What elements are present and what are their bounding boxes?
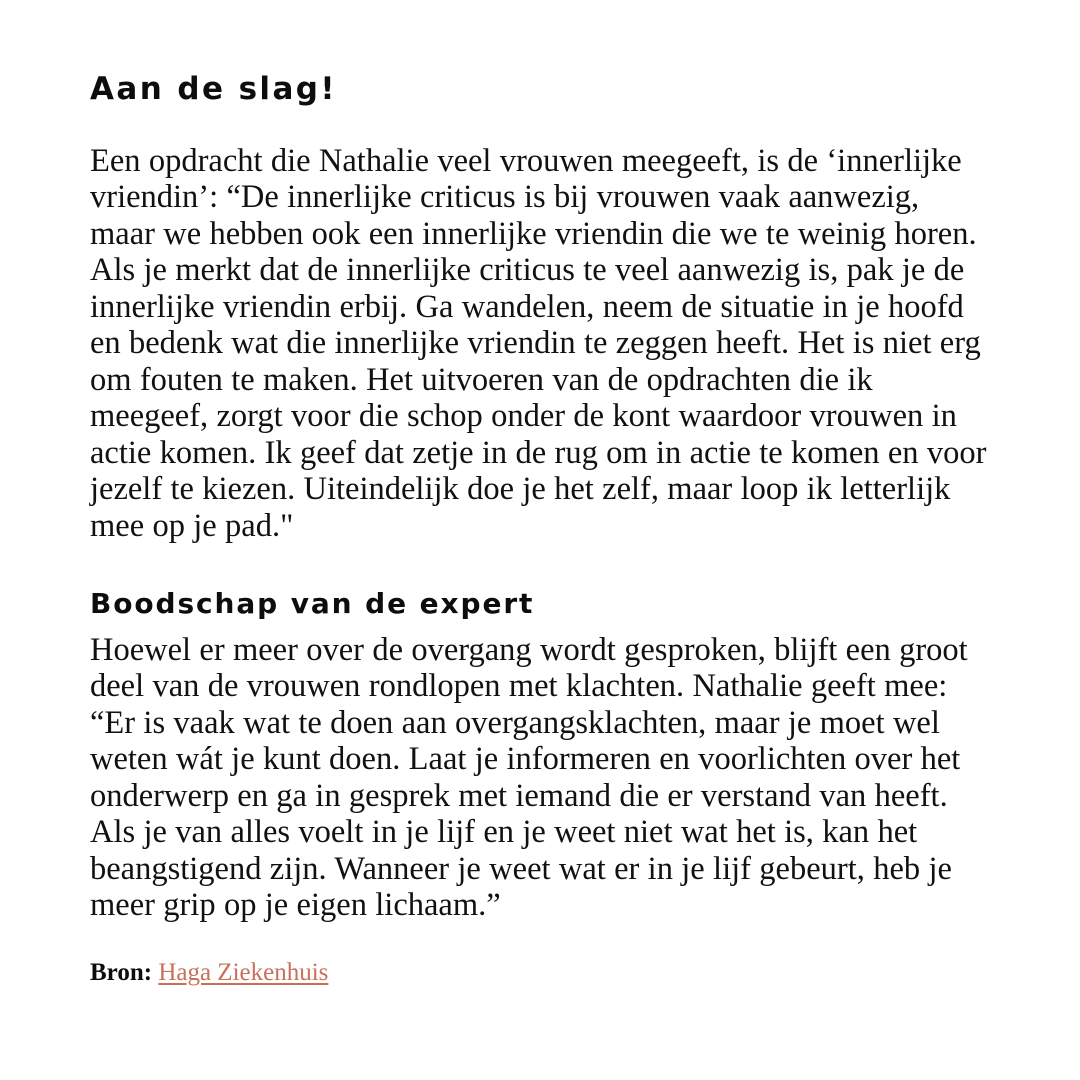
source-link-haga-ziekenhuis[interactable]: Haga Ziekenhuis: [158, 958, 329, 986]
spacer-after-paragraph-1: [90, 544, 988, 588]
spacer-after-paragraph-2: [90, 924, 988, 958]
source-label: Bron:: [90, 958, 153, 986]
section-paragraph-aan-de-slag: Een opdracht die Nathalie veel vrouwen meegeeft, is de ‘innerlijke vriendin’: “De innerlijke criticus is bij vrouwen vaak aanwezig, maar we hebben ook een innerlijke vriendin die we te weinig horen. Als je merkt dat de innerlijke criticus te veel aanwezig is, pak je de innerlijke vriendin erbij. Ga wandelen, neem de situatie in je hoofd en bedenk wat die innerlijke vriendin te zeggen heeft. Het is niet erg om fouten te maken. Het uitvoeren van de opdrachten die ik meegeef, zorgt voor die schop onder de kont waardoor vrouwen in actie komen. Ik geef dat zetje in de rug om in actie te komen en voor jezelf te kiezen. Uiteindelijk doe je het zelf, maar loop ik letterlijk mee op je pad.": [90, 142, 987, 544]
section-heading-boodschap-van-de-expert: Boodschap van de expert: [90, 587, 535, 621]
source-citation: [90, 958, 988, 988]
section-paragraph-boodschap-van-de-expert: Hoewel er meer over de overgang wordt gesproken, blijft een groot deel van de vrouwen rondlopen met klachten. Nathalie geeft mee: “Er is vaak wat te doen aan overgangsklachten, maar je moet wel weten wát je kunt doen. Laat je informeren en voorlichten over het onderwerp en ga in gesprek met iemand die er verstand van heeft. Als je van alles voelt in je lijf en je weet niet wat het is, kan het beangstigend zijn. Wanneer je weet wat er in je lijf gebeurt, heb je meer grip op je eigen lichaam.”: [90, 631, 968, 924]
spacer-after-heading-2: [90, 620, 988, 632]
section-heading-aan-de-slag: Aan de slag!: [90, 71, 337, 107]
spacer-after-heading-1: [90, 107, 988, 143]
